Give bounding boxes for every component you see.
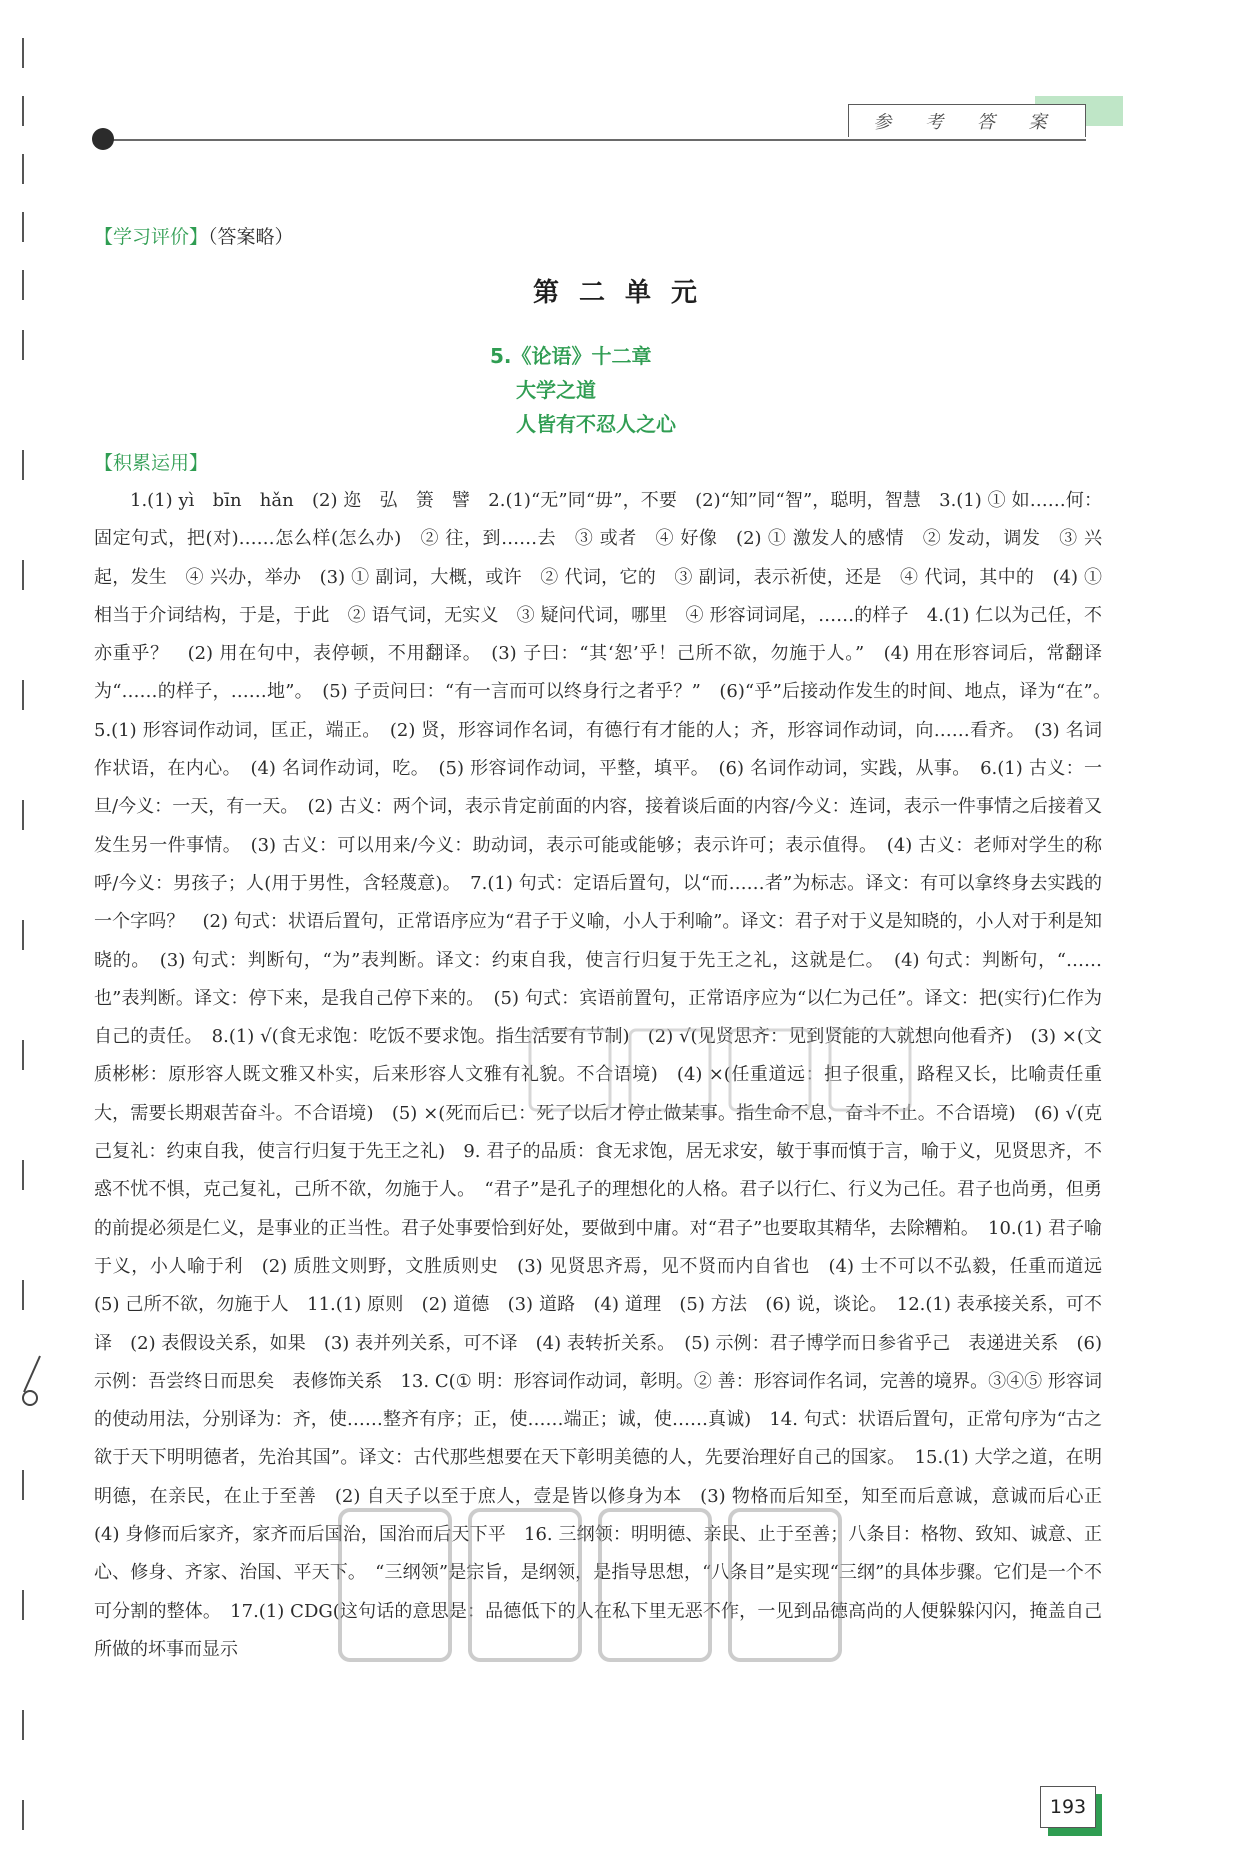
- answer-paragraph: 1.(1) yì bīn hǎn (2) 迩 弘 箦 譬 2.(1)“无”同“毋”，不要 (2)“知”同“智”，聪明，智慧 3.(1) ① 如……何：固定句式，把(对)……怎么样(怎么办) ② 往，到……去 ③ 或者 ④ 好像 (2) ① 激发人的感情 ② 发动，调发 ③ 兴起，发生 ④ 兴办，举办 (3) ① 副词，大概，或许 ② 代词，它的 ③ 副词，表示祈使，还是 ④ 代词，其中的 (4) ① 相当于介词结构，于是，于此 ② 语气词，无实义 ③ 疑问代词，哪里 ④ 形容词词尾，……的样子 4.(1) 仁以为己任，不亦重乎？ (2) 用在句中，表停顿，不用翻译。 (3) 子曰：“其‘恕’乎！己所不欲，勿施于人。” (4) 用在形容词后，常翻译为“……的样子，……地”。 (5) 子贡问曰：“有一言而可以终身行之者乎？” (6)“乎”后接动作发生的时间、地点，译为“在”。 5.(1) 形容词作动词，匡正，端正。 (2) 贤，形容词作名词，有德行有才能的人；齐，形容词作动词，向……看齐。 (3) 名词作状语，在内心。 (4) 名词作动词，吃。 (5) 形容词作动词，平整，填平。 (6) 名词作动词，实践，从事。 6.(1) 古义：一旦/今义：一天，有一天。 (2) 古义：两个词，表示肯定前面的内容，接着谈后面的内容/今义：连词，表示一件事情之后接着又发生另一件事情。 (3) 古义：可以用来/今义：助动词，表示可能或能够；表示许可；表示值得。 (4) 古义：老师对学生的称呼/今义：男孩子；人(用于男性，含轻蔑意)。 7.(1) 句式：定语后置句，以“而……者”为标志。译文：有可以拿终身去实践的一个字吗？ (2) 句式：状语后置句，正常语序应为“君子于义喻，小人于利喻”。译文：君子对于义是知晓的，小人对于利是知晓的。 (3) 句式：判断句，“为”表判断。译文：约束自我，使言行归复于先王之礼，这就是仁。 (4) 句式：判断句，“……也”表判断。译文：停下来，是我自己停下来的。 (5) 句式：宾语前置句，正常语序应为“以仁为己任”。译文：把(实行)仁作为自己的责任。 8.(1) √(食无求饱：吃饭不要求饱。指生活要有节制) (2) √(见贤思齐：见到贤能的人就想向他看齐) (3) ×(文质彬彬：原形容人既文雅又朴实，后来形容人文雅有礼貌。不合语境) (4) ×(任重道远：担子很重，路程又长，比喻责任重大，需要长期艰苦奋斗。不合语境) (5) ×(死而后已：死了以后才停止做某事。指生命不息，奋斗不止。不合语境) (6) √(克己复礼：约束自我，使言行归复于先王之礼) 9. 君子的品质：食无求饱，居无求安，敏于事而慎于言，喻于义，见贤思齐，不惑不忧不惧，克己复礼，己所不欲，勿施于人。 “君子”是孔子的理想化的人格。君子以行仁、行义为己任。君子也尚勇，但勇的前提必须是仁义，是事业的正当性。君子处事要恰到好处，要做到中庸。对“君子”也要取其精华，去除糟粕。 10.(1) 君子喻于义，小人喻于利 (2) 质胜文则野，文胜质则史 (3) 见贤思齐焉，见不贤而内自省也 (4) 士不可以不弘毅，任重而道远 (5) 己所不欲，勿施于人 11.(1) 原则 (2) 道德 (3) 道路 (4) 道理 (5) 方法 (6) 说，谈论。 12.(1) 表承接关系，可不译 (2) 表假设关系，如果 (3) 表并列关系，可不译 (4) 表转折关系。 (5) 示例：君子博学而日参省乎己 表递进关系 (6) 示例：吾尝终日而思矣 表修饰关系 13. C(① 明：形容词作动词，彰明。② 善：形容词作名词，完善的境界。③④⑤ 形容词的使动用法，分别译为：齐，使……整齐有序；正，使……端正；诚，使……真诚) 14. 句式：状语后置句，正常句序为“古之欲于天下明明德者，先治其国”。译文：古代那些想要在天下彰明美德的人，先要治理好自己的国家。 15.(1) 大学之道，在明明德，在亲民，在止于至善 (2) 自天子以至于庶人，壹是皆以修身为本 (3) 物格而后知至，知至而后意诚，意诚而后心正 (4) 身修而后家齐，家齐而后国治，国治而后天下平 16. 三纲领：明明德、亲民、止于至善；八条目：格物、致知、诚意、正心、修身、齐家、治国、平天下。 “三纲领”是宗旨，是纲领，是指导思想，“八条目”是实现“三纲”的具体步骤。它们是一个不可分割的整体。 17.(1) CDG(这句话的意思是：品德低下的人在私下里无恶不作，一见到品德高尚的人便躲躲闪闪，掩盖自己所做的坏事而显示: [94, 490, 1120, 1660]
- lesson-title-2: 大学之道: [516, 378, 596, 402]
- header-rule: [96, 139, 1086, 141]
- lesson-title-1: 5.《论语》十二章: [490, 344, 652, 368]
- evaluation-label: 学习评价: [113, 226, 190, 248]
- accumulation-label: 积累运用: [113, 452, 190, 474]
- evaluation-line: [94, 222, 294, 249]
- evaluation-note: （答案略）: [208, 226, 294, 248]
- lesson-title-3: 人皆有不忍人之心: [516, 412, 676, 436]
- unit-title: 第二单元: [532, 278, 717, 308]
- evaluation-label-wrap: 【学习评价】: [94, 226, 209, 248]
- accumulation-heading: 【积累运用】: [94, 452, 209, 474]
- header-dot-icon: [92, 128, 114, 150]
- answer-body: [94, 482, 1120, 1669]
- page-number: 193: [1040, 1786, 1096, 1828]
- pen-scribble-icon: [18, 1352, 48, 1412]
- header-label: 参 考 答 案: [848, 104, 1086, 137]
